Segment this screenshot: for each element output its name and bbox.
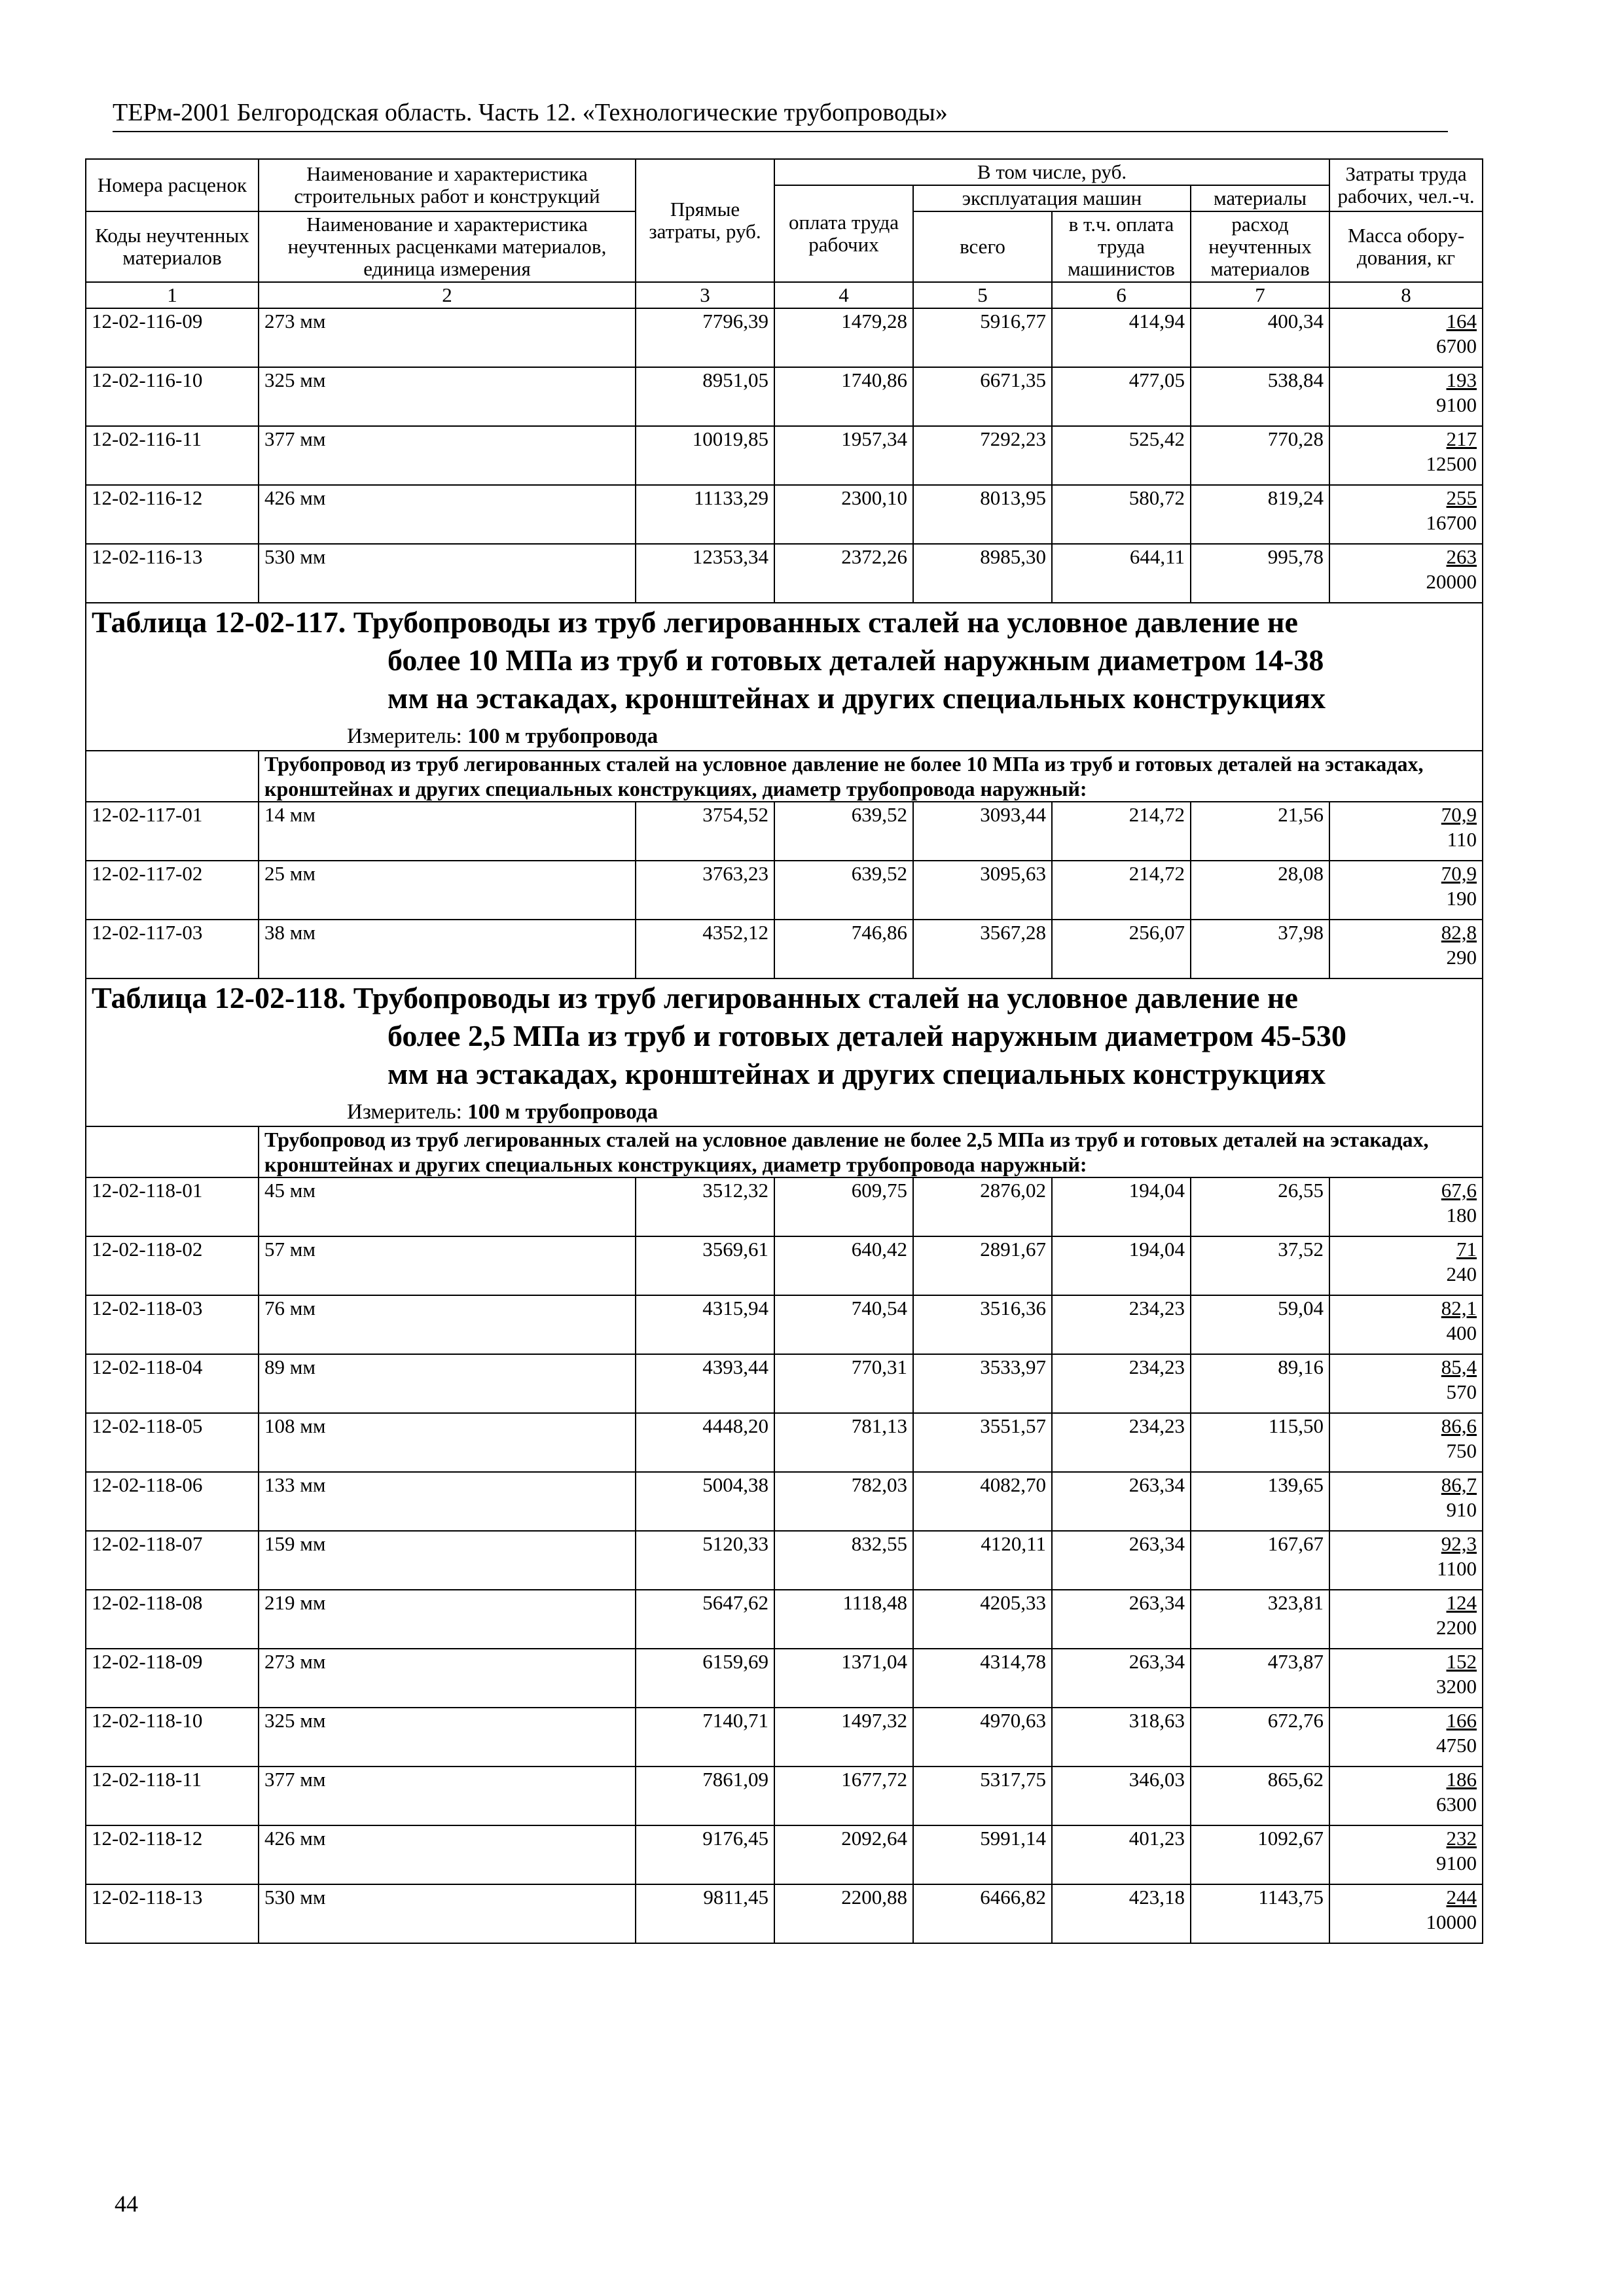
column-number: 2 xyxy=(259,282,636,308)
labor-and-mass xyxy=(1329,1825,1483,1884)
direct-costs: 4448,20 xyxy=(636,1413,774,1472)
rate-code: 12-02-118-11 xyxy=(86,1767,259,1825)
machines-total: 5991,14 xyxy=(913,1825,1052,1884)
rate-name: 45 мм xyxy=(259,1177,636,1236)
equipment-mass: 9100 xyxy=(1436,393,1477,416)
machines-total: 5317,75 xyxy=(913,1767,1052,1825)
meter-value: 100 м трубопровода xyxy=(467,725,659,748)
table-row xyxy=(86,1472,1483,1531)
workers-pay: 1118,48 xyxy=(774,1590,913,1649)
table-row xyxy=(86,1236,1483,1295)
machines-total: 3095,63 xyxy=(913,861,1052,920)
machinists-pay: 194,04 xyxy=(1052,1236,1191,1295)
labor-and-mass xyxy=(1329,544,1483,603)
machines-total: 4970,63 xyxy=(913,1708,1052,1767)
machines-total: 4314,78 xyxy=(913,1649,1052,1708)
workers-pay: 2092,64 xyxy=(774,1825,913,1884)
labor-hours: 232 xyxy=(1446,1827,1477,1850)
labor-hours: 86,7 xyxy=(1441,1473,1477,1496)
page-number: 44 xyxy=(115,2191,138,2217)
equipment-mass: 2200 xyxy=(1436,1616,1477,1639)
labor-hours: 244 xyxy=(1446,1886,1477,1909)
machines-total: 3533,97 xyxy=(913,1354,1052,1413)
materials-cost: 37,52 xyxy=(1191,1236,1329,1295)
table-118-title xyxy=(92,979,1477,1093)
table-header xyxy=(86,159,1483,308)
direct-costs: 3569,61 xyxy=(636,1236,774,1295)
labor-and-mass xyxy=(1329,1708,1483,1767)
rate-code: 12-02-118-08 xyxy=(86,1590,259,1649)
labor-hours: 85,4 xyxy=(1441,1355,1477,1378)
meter-value: 100 м трубопровода xyxy=(467,1100,659,1124)
labor-and-mass xyxy=(1329,1649,1483,1708)
workers-pay: 1740,86 xyxy=(774,367,913,426)
materials-cost: 26,55 xyxy=(1191,1177,1329,1236)
col-work-name: Наименование и характеристика строительных работ и конструкций xyxy=(259,159,636,211)
workers-pay: 1371,04 xyxy=(774,1649,913,1708)
rate-name: 377 мм xyxy=(259,426,636,485)
materials-cost: 37,98 xyxy=(1191,920,1329,978)
labor-and-mass xyxy=(1329,426,1483,485)
rate-name: 273 мм xyxy=(259,308,636,367)
machinists-pay: 263,34 xyxy=(1052,1649,1191,1708)
rate-code: 12-02-118-03 xyxy=(86,1295,259,1354)
equipment-mass: 110 xyxy=(1447,828,1477,851)
direct-costs: 3763,23 xyxy=(636,861,774,920)
table-row xyxy=(86,1884,1483,1943)
materials-cost: 59,04 xyxy=(1191,1295,1329,1354)
table-118-title-line2: более 2,5 МПа из труб и готовых деталей наружным диаметром 45-530 xyxy=(388,1019,1346,1052)
direct-costs: 3512,32 xyxy=(636,1177,774,1236)
machines-total: 2876,02 xyxy=(913,1177,1052,1236)
materials-cost: 672,76 xyxy=(1191,1708,1329,1767)
equipment-mass: 400 xyxy=(1446,1321,1477,1344)
table-117-meter xyxy=(92,723,1477,750)
col-direct-costs: Прямые затраты, руб. xyxy=(636,159,774,282)
col-unaccounted-materials: расход неучтенных материалов xyxy=(1191,211,1329,282)
rate-name: 325 мм xyxy=(259,1708,636,1767)
workers-pay: 639,52 xyxy=(774,861,913,920)
equipment-mass: 190 xyxy=(1446,887,1477,910)
col-group-machines: эксплуатация машин xyxy=(913,185,1191,211)
col-material-codes: Коды неучтенных материалов xyxy=(86,211,259,282)
rate-name: 25 мм xyxy=(259,861,636,920)
machines-total: 6671,35 xyxy=(913,367,1052,426)
machinists-pay: 477,05 xyxy=(1052,367,1191,426)
column-number: 1 xyxy=(86,282,259,308)
table-row xyxy=(86,1825,1483,1884)
direct-costs: 9811,45 xyxy=(636,1884,774,1943)
machines-total: 4120,11 xyxy=(913,1531,1052,1590)
machinists-pay: 263,34 xyxy=(1052,1472,1191,1531)
machinists-pay: 234,23 xyxy=(1052,1295,1191,1354)
rate-code: 12-02-118-13 xyxy=(86,1884,259,1943)
rate-code: 12-02-116-09 xyxy=(86,308,259,367)
rate-name: 57 мм xyxy=(259,1236,636,1295)
col-group-materials: материалы xyxy=(1191,185,1329,211)
labor-hours: 86,6 xyxy=(1441,1414,1477,1437)
rate-name: 108 мм xyxy=(259,1413,636,1472)
direct-costs: 4352,12 xyxy=(636,920,774,978)
workers-pay: 832,55 xyxy=(774,1531,913,1590)
direct-costs: 10019,85 xyxy=(636,426,774,485)
rate-code: 12-02-116-13 xyxy=(86,544,259,603)
direct-costs: 7861,09 xyxy=(636,1767,774,1825)
machines-total: 3551,57 xyxy=(913,1413,1052,1472)
rate-code: 12-02-118-12 xyxy=(86,1825,259,1884)
rate-name: 14 мм xyxy=(259,802,636,861)
table-118-section: Трубопровод из труб легированных сталей на условное давление не более 2,5 МПа из труб и готовых деталей на эстакадах, кронштейнах и других специальных конструкциях, диаметр трубопровода наружный: xyxy=(259,1126,1483,1177)
table-row xyxy=(86,920,1483,978)
equipment-mass: 10000 xyxy=(1426,1910,1477,1933)
rate-name: 76 мм xyxy=(259,1295,636,1354)
table-row xyxy=(86,485,1483,544)
table-row xyxy=(86,1531,1483,1590)
equipment-mass: 750 xyxy=(1446,1439,1477,1462)
col-machinists-pay: в т.ч. оплата труда машинистов xyxy=(1052,211,1191,282)
machinists-pay: 234,23 xyxy=(1052,1354,1191,1413)
machinists-pay: 318,63 xyxy=(1052,1708,1191,1767)
machinists-pay: 234,23 xyxy=(1052,1413,1191,1472)
column-number: 5 xyxy=(913,282,1052,308)
materials-cost: 167,67 xyxy=(1191,1531,1329,1590)
machinists-pay: 401,23 xyxy=(1052,1825,1191,1884)
labor-hours: 186 xyxy=(1446,1768,1477,1791)
price-table xyxy=(85,158,1483,1944)
workers-pay: 770,31 xyxy=(774,1354,913,1413)
equipment-mass: 16700 xyxy=(1426,511,1477,534)
direct-costs: 9176,45 xyxy=(636,1825,774,1884)
equipment-mass: 1100 xyxy=(1437,1557,1477,1580)
rate-code: 12-02-118-04 xyxy=(86,1354,259,1413)
labor-hours: 263 xyxy=(1446,545,1477,568)
direct-costs: 6159,69 xyxy=(636,1649,774,1708)
labor-hours: 67,6 xyxy=(1441,1179,1477,1202)
col-equipment-mass: Масса обору-дования, кг xyxy=(1329,211,1483,282)
table-118-title-line3: мм на эстакадах, кронштейнах и других специальных конструкциях xyxy=(388,1057,1326,1090)
table-118-meter xyxy=(92,1098,1477,1126)
table-117-title-line1: Таблица 12-02-117. Трубопроводы из труб легированных сталей на условное давление не xyxy=(92,605,1298,639)
table-row xyxy=(86,1649,1483,1708)
labor-and-mass xyxy=(1329,1413,1483,1472)
col-material-names: Наименование и характеристика неучтенных расценками материалов, единица измерения xyxy=(259,211,636,282)
rate-code: 12-02-118-02 xyxy=(86,1236,259,1295)
machines-total: 2891,67 xyxy=(913,1236,1052,1295)
direct-costs: 11133,29 xyxy=(636,485,774,544)
col-workers-pay: оплата труда рабочих xyxy=(774,185,913,282)
table-117-body xyxy=(86,802,1483,978)
materials-cost: 21,56 xyxy=(1191,802,1329,861)
machines-total: 5916,77 xyxy=(913,308,1052,367)
materials-cost: 770,28 xyxy=(1191,426,1329,485)
equipment-mass: 3200 xyxy=(1436,1675,1477,1698)
direct-costs: 4393,44 xyxy=(636,1354,774,1413)
equipment-mass: 20000 xyxy=(1426,570,1477,593)
machines-total: 4205,33 xyxy=(913,1590,1052,1649)
rate-code: 12-02-118-06 xyxy=(86,1472,259,1531)
machinists-pay: 346,03 xyxy=(1052,1767,1191,1825)
table-117-title-line2: более 10 МПа из труб и готовых деталей наружным диаметром 14-38 xyxy=(388,643,1324,677)
machines-total: 3093,44 xyxy=(913,802,1052,861)
equipment-mass: 240 xyxy=(1446,1263,1477,1285)
table-118-title-line1: Таблица 12-02-118. Трубопроводы из труб легированных сталей на условное давление не xyxy=(92,981,1298,1014)
direct-costs: 8951,05 xyxy=(636,367,774,426)
labor-hours: 82,8 xyxy=(1441,921,1477,944)
column-number: 8 xyxy=(1329,282,1483,308)
meter-label: Измеритель: xyxy=(347,1100,462,1124)
materials-cost: 819,24 xyxy=(1191,485,1329,544)
labor-hours: 217 xyxy=(1446,427,1477,450)
machinists-pay: 263,34 xyxy=(1052,1531,1191,1590)
table-row xyxy=(86,802,1483,861)
rate-code: 12-02-116-10 xyxy=(86,367,259,426)
workers-pay: 782,03 xyxy=(774,1472,913,1531)
rate-name: 38 мм xyxy=(259,920,636,978)
labor-and-mass xyxy=(1329,1531,1483,1590)
rate-code: 12-02-116-11 xyxy=(86,426,259,485)
rate-name: 219 мм xyxy=(259,1590,636,1649)
rate-code: 12-02-118-09 xyxy=(86,1649,259,1708)
labor-hours: 82,1 xyxy=(1441,1297,1477,1319)
machines-total: 8013,95 xyxy=(913,485,1052,544)
table-117-title xyxy=(92,603,1477,717)
machinists-pay: 525,42 xyxy=(1052,426,1191,485)
col-machines-total: всего xyxy=(913,211,1052,282)
table-row xyxy=(86,1177,1483,1236)
equipment-mass: 4750 xyxy=(1436,1734,1477,1757)
machinists-pay: 414,94 xyxy=(1052,308,1191,367)
col-group-including: В том числе, руб. xyxy=(774,159,1329,185)
rate-code: 12-02-117-02 xyxy=(86,861,259,920)
rate-code: 12-02-118-10 xyxy=(86,1708,259,1767)
equipment-mass: 180 xyxy=(1446,1204,1477,1227)
column-number: 7 xyxy=(1191,282,1329,308)
materials-cost: 1092,67 xyxy=(1191,1825,1329,1884)
rate-name: 159 мм xyxy=(259,1531,636,1590)
workers-pay: 609,75 xyxy=(774,1177,913,1236)
labor-and-mass xyxy=(1329,1177,1483,1236)
table-117-title-block xyxy=(86,603,1483,751)
materials-cost: 538,84 xyxy=(1191,367,1329,426)
workers-pay: 2372,26 xyxy=(774,544,913,603)
workers-pay: 1957,34 xyxy=(774,426,913,485)
labor-hours: 166 xyxy=(1446,1709,1477,1732)
table-row xyxy=(86,1708,1483,1767)
machinists-pay: 580,72 xyxy=(1052,485,1191,544)
rate-code: 12-02-118-01 xyxy=(86,1177,259,1236)
labor-and-mass xyxy=(1329,367,1483,426)
machinists-pay: 256,07 xyxy=(1052,920,1191,978)
labor-and-mass xyxy=(1329,1295,1483,1354)
materials-cost: 1143,75 xyxy=(1191,1884,1329,1943)
direct-costs: 5647,62 xyxy=(636,1590,774,1649)
materials-cost: 400,34 xyxy=(1191,308,1329,367)
table-row xyxy=(86,1413,1483,1472)
machinists-pay: 214,72 xyxy=(1052,861,1191,920)
labor-and-mass xyxy=(1329,1354,1483,1413)
col-labor-hours: Затраты труда рабочих, чел.-ч. xyxy=(1329,159,1483,211)
rate-name: 377 мм xyxy=(259,1767,636,1825)
rate-code: 12-02-117-03 xyxy=(86,920,259,978)
rate-name: 89 мм xyxy=(259,1354,636,1413)
machinists-pay: 214,72 xyxy=(1052,802,1191,861)
rate-name: 530 мм xyxy=(259,1884,636,1943)
labor-hours: 193 xyxy=(1446,368,1477,391)
direct-costs: 7140,71 xyxy=(636,1708,774,1767)
labor-and-mass xyxy=(1329,1767,1483,1825)
workers-pay: 2300,10 xyxy=(774,485,913,544)
table-117-heading xyxy=(86,603,1483,802)
table-row xyxy=(86,308,1483,367)
table-118-heading xyxy=(86,978,1483,1177)
col-rate-numbers: Номера расценок xyxy=(86,159,259,211)
rate-name: 133 мм xyxy=(259,1472,636,1531)
rate-name: 273 мм xyxy=(259,1649,636,1708)
labor-and-mass xyxy=(1329,1472,1483,1531)
materials-cost: 995,78 xyxy=(1191,544,1329,603)
direct-costs: 4315,94 xyxy=(636,1295,774,1354)
workers-pay: 740,54 xyxy=(774,1295,913,1354)
workers-pay: 2200,88 xyxy=(774,1884,913,1943)
direct-costs: 5004,38 xyxy=(636,1472,774,1531)
machinists-pay: 423,18 xyxy=(1052,1884,1191,1943)
direct-costs: 7796,39 xyxy=(636,308,774,367)
labor-and-mass xyxy=(1329,920,1483,978)
rate-code: 12-02-116-12 xyxy=(86,485,259,544)
column-number: 3 xyxy=(636,282,774,308)
table-row xyxy=(86,426,1483,485)
materials-cost: 89,16 xyxy=(1191,1354,1329,1413)
labor-hours: 124 xyxy=(1446,1591,1477,1614)
equipment-mass: 12500 xyxy=(1426,452,1477,475)
workers-pay: 746,86 xyxy=(774,920,913,978)
machines-total: 4082,70 xyxy=(913,1472,1052,1531)
table-row xyxy=(86,544,1483,603)
rate-name: 530 мм xyxy=(259,544,636,603)
rate-code: 12-02-117-01 xyxy=(86,802,259,861)
meter-label: Измеритель: xyxy=(347,725,462,748)
machines-total: 3516,36 xyxy=(913,1295,1052,1354)
labor-hours: 255 xyxy=(1446,486,1477,509)
column-numbers-row xyxy=(86,282,1483,308)
labor-and-mass xyxy=(1329,1590,1483,1649)
direct-costs: 12353,34 xyxy=(636,544,774,603)
labor-hours: 70,9 xyxy=(1441,862,1477,885)
rate-name: 426 мм xyxy=(259,1825,636,1884)
running-title: ТЕРм-2001 Белгородская область. Часть 12. «Технологические трубопроводы» xyxy=(113,96,1448,132)
workers-pay: 1677,72 xyxy=(774,1767,913,1825)
labor-hours: 164 xyxy=(1446,310,1477,332)
workers-pay: 1497,32 xyxy=(774,1708,913,1767)
table-row xyxy=(86,1767,1483,1825)
machinists-pay: 194,04 xyxy=(1052,1177,1191,1236)
materials-cost: 115,50 xyxy=(1191,1413,1329,1472)
labor-and-mass xyxy=(1329,1236,1483,1295)
machines-total: 6466,82 xyxy=(913,1884,1052,1943)
table-117-section: Трубопровод из труб легированных сталей на условное давление не более 10 МПа из труб и готовых деталей на эстакадах, кронштейнах и других специальных конструкциях, диаметр трубопровода наружный: xyxy=(259,751,1483,802)
equipment-mass: 910 xyxy=(1446,1498,1477,1521)
rate-code: 12-02-118-07 xyxy=(86,1531,259,1590)
machinists-pay: 263,34 xyxy=(1052,1590,1191,1649)
labor-hours: 70,9 xyxy=(1441,803,1477,826)
equipment-mass: 6700 xyxy=(1436,334,1477,357)
table-row xyxy=(86,861,1483,920)
table-116-body xyxy=(86,308,1483,603)
materials-cost: 28,08 xyxy=(1191,861,1329,920)
labor-and-mass xyxy=(1329,1884,1483,1943)
labor-and-mass xyxy=(1329,308,1483,367)
machines-total: 7292,23 xyxy=(913,426,1052,485)
labor-hours: 71 xyxy=(1456,1238,1477,1261)
table-row xyxy=(86,1590,1483,1649)
table-row xyxy=(86,1295,1483,1354)
rate-code: 12-02-118-05 xyxy=(86,1413,259,1472)
machinists-pay: 644,11 xyxy=(1052,544,1191,603)
column-number: 4 xyxy=(774,282,913,308)
direct-costs: 5120,33 xyxy=(636,1531,774,1590)
labor-hours: 152 xyxy=(1446,1650,1477,1673)
materials-cost: 473,87 xyxy=(1191,1649,1329,1708)
rate-name: 325 мм xyxy=(259,367,636,426)
workers-pay: 1479,28 xyxy=(774,308,913,367)
labor-and-mass xyxy=(1329,485,1483,544)
rate-name: 426 мм xyxy=(259,485,636,544)
table-117-title-line3: мм на эстакадах, кронштейнах и других специальных конструкциях xyxy=(388,681,1326,715)
equipment-mass: 9100 xyxy=(1436,1852,1477,1874)
equipment-mass: 570 xyxy=(1446,1380,1477,1403)
equipment-mass: 290 xyxy=(1446,946,1477,969)
labor-hours: 92,3 xyxy=(1441,1532,1477,1555)
equipment-mass: 6300 xyxy=(1436,1793,1477,1816)
workers-pay: 639,52 xyxy=(774,802,913,861)
machines-total: 3567,28 xyxy=(913,920,1052,978)
table-row xyxy=(86,367,1483,426)
materials-cost: 139,65 xyxy=(1191,1472,1329,1531)
table-row xyxy=(86,1354,1483,1413)
materials-cost: 865,62 xyxy=(1191,1767,1329,1825)
workers-pay: 781,13 xyxy=(774,1413,913,1472)
labor-and-mass xyxy=(1329,802,1483,861)
machines-total: 8985,30 xyxy=(913,544,1052,603)
table-118-body xyxy=(86,1177,1483,1943)
column-number: 6 xyxy=(1052,282,1191,308)
labor-and-mass xyxy=(1329,861,1483,920)
workers-pay: 640,42 xyxy=(774,1236,913,1295)
table-118-title-block xyxy=(86,978,1483,1126)
direct-costs: 3754,52 xyxy=(636,802,774,861)
materials-cost: 323,81 xyxy=(1191,1590,1329,1649)
